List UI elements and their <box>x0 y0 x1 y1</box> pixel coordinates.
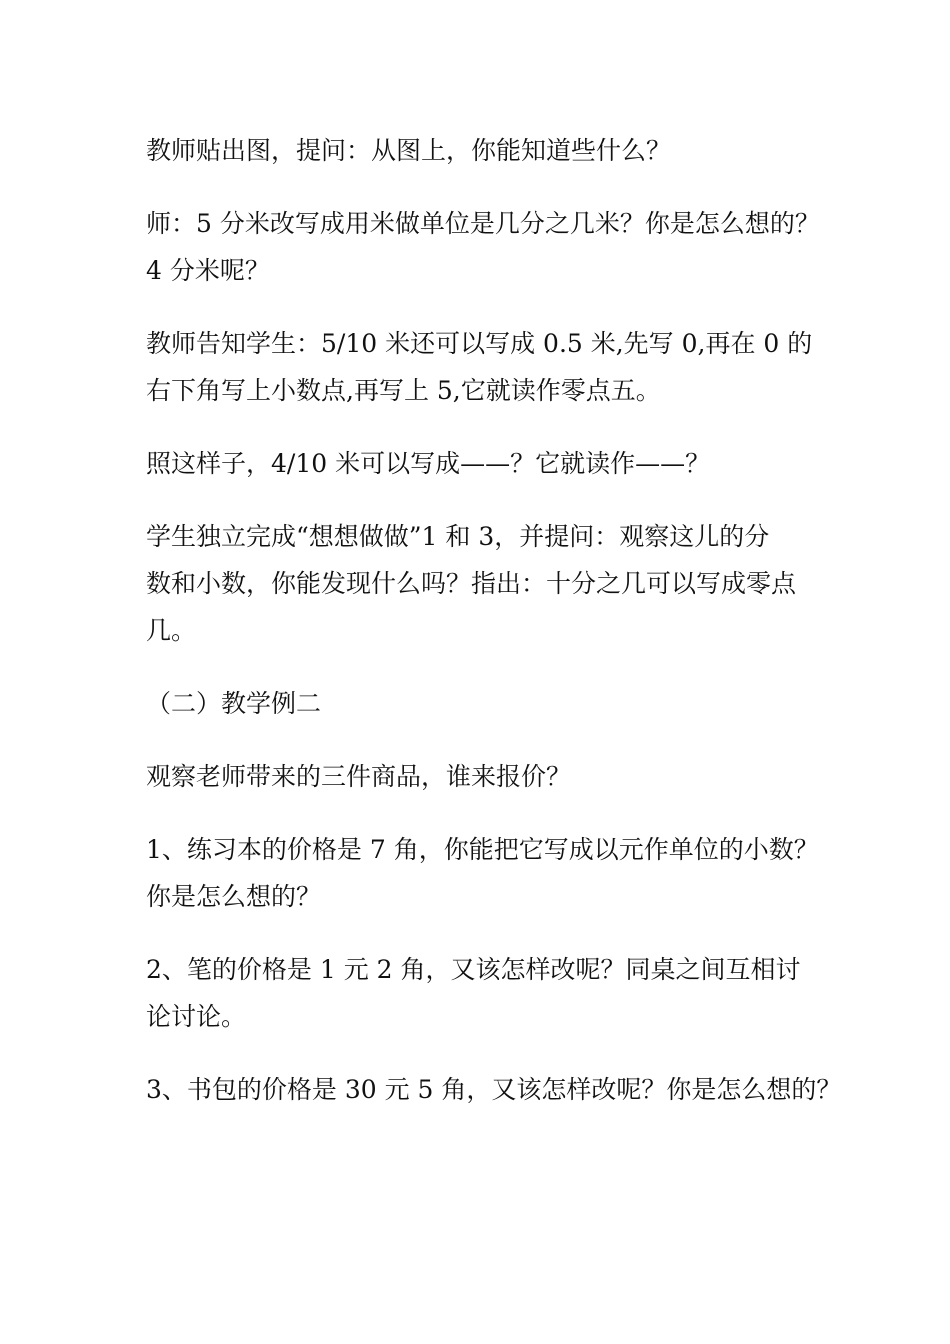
section-heading: （二）教学例二 <box>146 689 322 718</box>
paragraph-line: 右下角写上小数点,再写上 5,它就读作零点五。 <box>146 376 661 405</box>
paragraph-line: 学生独立完成“想想做做”1 和 3，并提问：观察这儿的分 <box>146 522 770 551</box>
paragraph-line: 3、书包的价格是 30 元 5 角，又该怎样改呢？你是怎么想的？ <box>146 1075 842 1104</box>
paragraph-line: 数和小数，你能发现什么吗？指出：十分之几可以写成零点 <box>146 569 797 598</box>
paragraph-line: 2、笔的价格是 1 元 2 角，又该怎样改呢？同桌之间互相讨 <box>146 955 801 984</box>
paragraph-line: 教师贴出图，提问：从图上，你能知道些什么？ <box>146 136 672 165</box>
paragraph-line: 教师告知学生：5/10 米还可以写成 0.5 米,先写 0,再在 0 的 <box>146 329 813 358</box>
paragraph-line: 1、练习本的价格是 7 角，你能把它写成以元作单位的小数？ <box>146 835 819 864</box>
paragraph-line: 你是怎么想的？ <box>146 882 322 911</box>
paragraph-line: 4 分米呢？ <box>146 256 270 285</box>
paragraph-line: 师：5 分米改写成用米做单位是几分之几米？你是怎么想的？ <box>146 209 820 238</box>
paragraph-line: 论讨论。 <box>146 1002 247 1031</box>
paragraph-line: 几。 <box>146 616 197 645</box>
paragraph-line: 照这样子，4/10 米可以写成——？它就读作——？ <box>146 449 711 478</box>
paragraph-line: 观察老师带来的三件商品，谁来报价？ <box>146 762 572 791</box>
